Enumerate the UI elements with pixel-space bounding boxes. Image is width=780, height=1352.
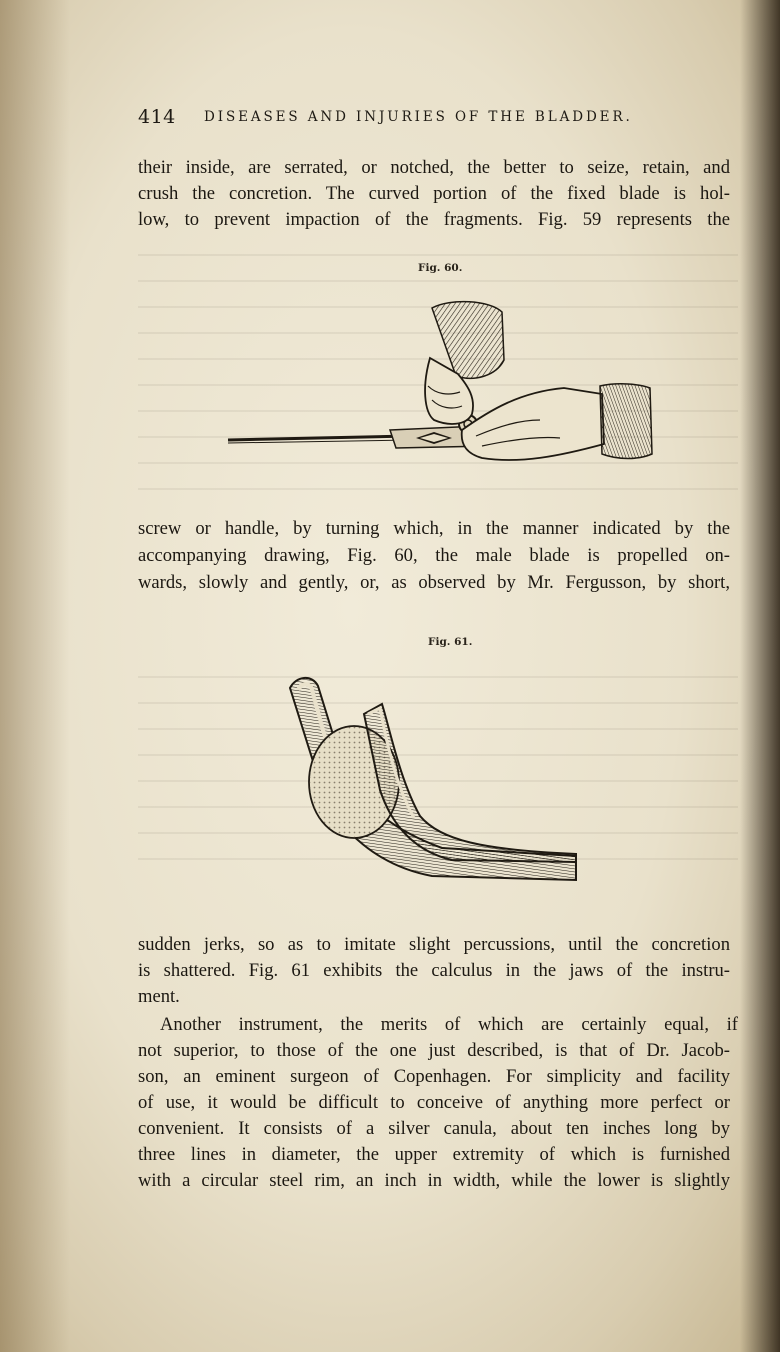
- page-number: 414: [138, 106, 176, 128]
- figure-60-caption: Fig. 60.: [418, 262, 463, 274]
- running-head: DISEASES AND INJURIES OF THE BLADDER.: [204, 109, 633, 125]
- text-line: son, an eminent surgeon of Copenhagen. For simplicity and facility: [138, 1066, 730, 1087]
- text-line: ment.: [138, 986, 180, 1007]
- text-line: convenient. It consists of a silver canula, about ten inches long by: [138, 1118, 730, 1139]
- text-line: low, to prevent impaction of the fragments. Fig. 59 represents the: [138, 209, 730, 230]
- text-line: sudden jerks, so as to imitate slight percussions, until the concretion: [138, 934, 730, 955]
- text-line: three lines in diameter, the upper extremity of which is furnished: [138, 1144, 730, 1165]
- page-header: [138, 106, 678, 130]
- figure-61-caption: Fig. 61.: [428, 636, 473, 648]
- text-line: their inside, are serrated, or notched, the better to seize, retain, and: [138, 157, 730, 178]
- text-line: wards, slowly and gently, or, as observed by Mr. Fergusson, by short,: [138, 572, 730, 593]
- figure-61-calculus-in-jaws-illustration: [282, 670, 582, 895]
- text-line: crush the concretion. The curved portion of the fixed blade is hol-: [138, 183, 730, 204]
- figure-60-lithotrite-illustration: [220, 290, 670, 480]
- text-line: is shattered. Fig. 61 exhibits the calculus in the jaws of the instru-: [138, 960, 730, 981]
- text-line: with a circular steel rim, an inch in width, while the lower is slightly: [138, 1170, 730, 1191]
- text-line: screw or handle, by turning which, in the manner indicated by the: [138, 518, 730, 539]
- text-line: Another instrument, the merits of which are certainly equal, if: [160, 1014, 738, 1035]
- text-line: of use, it would be difficult to conceive of anything more perfect or: [138, 1092, 730, 1113]
- text-line: accompanying drawing, Fig. 60, the male blade is propelled on-: [138, 545, 730, 566]
- text-line: not superior, to those of the one just described, is that of Dr. Jacob-: [138, 1040, 730, 1061]
